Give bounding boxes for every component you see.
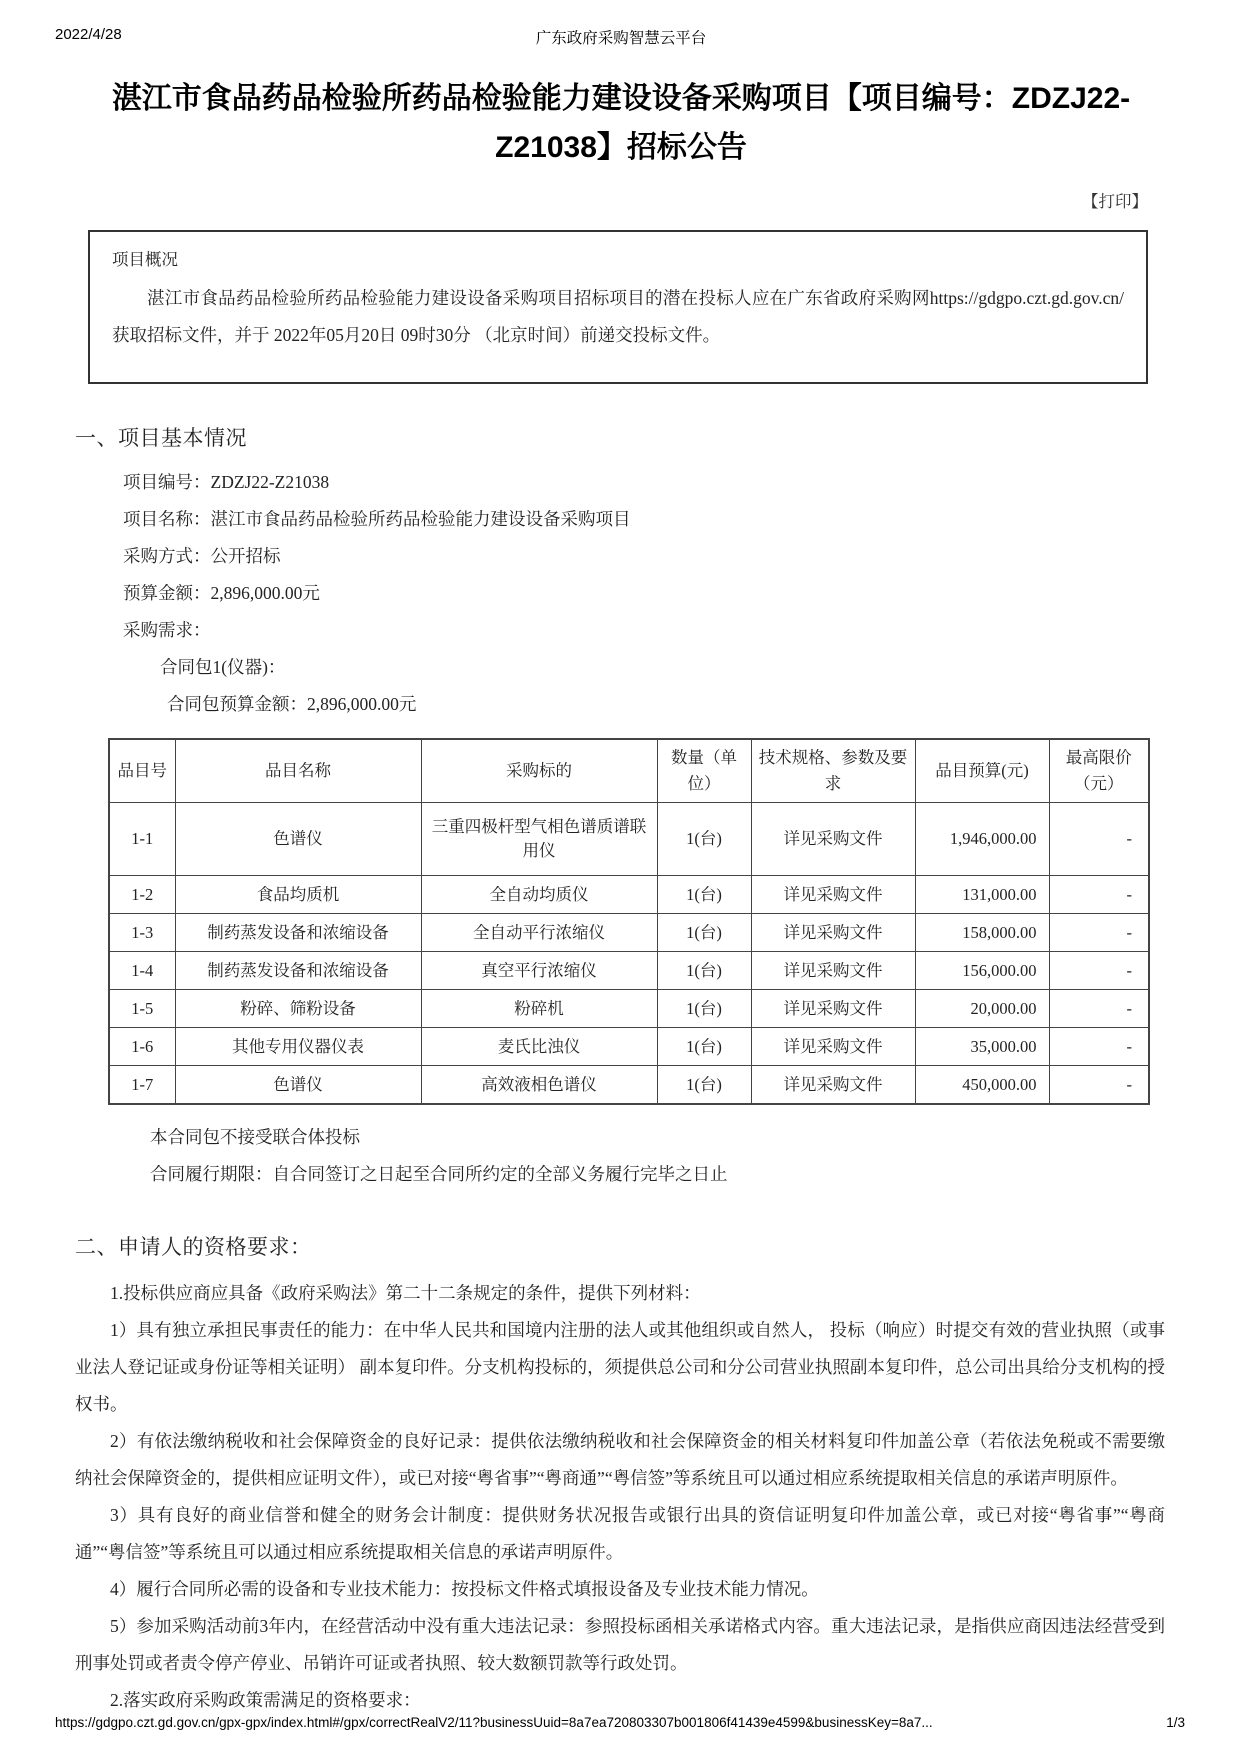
table-cell: 1,946,000.00 [915,803,1049,876]
table-cell: 全自动均质仪 [421,876,657,914]
col-header-item-no: 品目号 [109,739,175,803]
field-project-number [123,464,1242,501]
table-row [109,803,1149,876]
table-cell: 详见采购文件 [751,990,915,1028]
section2-heading: 二、申请人的资格要求： [75,1235,312,1259]
qualification-paragraph: 2）有依法缴纳税收和社会保障资金的良好记录：提供依法缴纳税收和社会保障资金的相关材料复印件加盖公章（若依法免税或不需要缴纳社会保障资金的，提供相应证明文件），或已对接“粤省事”“粤商通”“粤信签”等系统且可以通过相应系统提取相关信息的承诺声明原件。 [75,1431,1165,1488]
procurement-items-table [108,738,1150,1105]
table-cell: - [1049,803,1149,876]
table-cell: 1(台) [657,952,751,990]
field-label: 合同包预算金额： [167,694,307,714]
table-cell: 1-6 [109,1028,175,1066]
field-label: 采购方式： [123,546,211,566]
overview-label: 项目概况 [112,250,178,269]
table-cell: 1(台) [657,914,751,952]
qualification-paragraph: 1.投标供应商应具备《政府采购法》第二十二条规定的条件，提供下列材料： [110,1283,701,1303]
table-cell: 1-1 [109,803,175,876]
table-cell: 详见采购文件 [751,876,915,914]
table-cell: 色谱仪 [175,803,421,876]
print-date: 2022/4/28 [55,26,122,43]
print-header [0,0,1242,46]
table-cell: 三重四极杆型气相色谱质谱联用仪 [421,803,657,876]
table-cell: 色谱仪 [175,1066,421,1105]
qualification-paragraph: 4）履行合同所必需的设备和专业技术能力：按投标文件格式填报设备及专业技术能力情况。 [110,1579,819,1599]
table-row [109,914,1149,952]
table-cell: 131,000.00 [915,876,1049,914]
table-cell: 制药蒸发设备和浓缩设备 [175,952,421,990]
table-cell: 粉碎、筛粉设备 [175,990,421,1028]
table-cell: 详见采购文件 [751,952,915,990]
site-title: 广东政府采购智慧云平台 [535,30,707,47]
table-cell: 1(台) [657,990,751,1028]
table-cell: - [1049,1028,1149,1066]
table-cell: 真空平行浓缩仪 [421,952,657,990]
overview-body: 湛江市食品药品检验所药品检验能力建设设备采购项目招标项目的潜在投标人应在广东省政府采购网https://gdgpo.czt.gd.gov.cn/获取招标文件，并于 2022年05月20日 09时30分 （北京时间）前递交投标文件。 [112,288,1124,345]
table-cell: 450,000.00 [915,1066,1049,1105]
field-procurement-method [123,538,1242,575]
table-cell: 20,000.00 [915,990,1049,1028]
table-cell: 35,000.00 [915,1028,1049,1066]
table-cell: 156,000.00 [915,952,1049,990]
print-button-row [0,188,1148,212]
table-cell: 1(台) [657,1066,751,1105]
footer-page-number: 1/3 [1166,1715,1185,1730]
contract-package-line: 合同包1(仪器)： [160,657,286,677]
footer-url: https://gdgpo.czt.gd.gov.cn/gpx-gpx/index.html#/gpx/correctRealV2/11?businessUuid=8a7ea720803307b001806f41439e4599&businessKey=8a7... [55,1715,933,1730]
field-procurement-demand [123,612,1242,649]
table-row [109,876,1149,914]
print-button[interactable]: 【打印】 [1082,192,1148,211]
col-header-quantity: 数量（单位） [657,739,751,803]
col-header-specs: 技术规格、参数及要求 [751,739,915,803]
table-cell: 粉碎机 [421,990,657,1028]
col-header-budget: 品目预算(元) [915,739,1049,803]
table-header-row [109,739,1149,803]
col-header-subject: 采购标的 [421,739,657,803]
overview-box [88,230,1148,384]
table-cell: 麦氏比浊仪 [421,1028,657,1066]
field-label: 采购需求： [123,620,211,640]
table-cell: 1-2 [109,876,175,914]
field-value: ZDZJ22-Z21038 [210,472,330,492]
table-cell: 其他专用仪器仪表 [175,1028,421,1066]
qualification-paragraph: 2.落实政府采购政策需满足的资格要求： [110,1690,421,1710]
contract-budget-line [167,686,1242,723]
title-line-1: 湛江市食品药品检验所药品检验能力建设设备采购项目【项目编号：ZDZJ22- [111,82,1131,115]
table-cell: 食品均质机 [175,876,421,914]
qualification-paragraph: 3）具有良好的商业信誉和健全的财务会计制度：提供财务状况报告或银行出具的资信证明复印件加盖公章，或已对接“粤省事”“粤商通”“粤信签”等系统且可以通过相应系统提取相关信息的承诺声明原件。 [75,1505,1165,1562]
section1-heading: 一、项目基本情况 [75,426,247,450]
field-value: 湛江市食品药品检验所药品检验能力建设设备采购项目 [210,509,631,529]
table-cell: - [1049,952,1149,990]
table-cell: 详见采购文件 [751,803,915,876]
table-cell: 1(台) [657,803,751,876]
field-project-name [123,501,1242,538]
col-header-price-cap: 最高限价（元） [1049,739,1149,803]
table-row [109,990,1149,1028]
table-cell: 全自动平行浓缩仪 [421,914,657,952]
table-cell: 1-4 [109,952,175,990]
col-header-item-name: 品目名称 [175,739,421,803]
qualification-paragraph: 5）参加采购活动前3年内，在经营活动中没有重大违法记录：参照投标函相关承诺格式内容。重大违法记录，是指供应商因违法经营受到刑事处罚或者责令停产停业、吊销许可证或者执照、较大数额罚款等行政处罚。 [75,1616,1165,1673]
table-cell: 1(台) [657,876,751,914]
field-label: 项目名称： [123,509,211,529]
table-cell: 1-3 [109,914,175,952]
announcement-title [80,74,1162,172]
basic-info-fields [0,464,1242,723]
table-cell: 高效液相色谱仪 [421,1066,657,1105]
table-cell: 1-5 [109,990,175,1028]
qualification-paragraph: 1）具有独立承担民事责任的能力：在中华人民共和国境内注册的法人或其他组织或自然人， 投标（响应）时提交有效的营业执照（或事业法人登记证或身份证等相关证明） 副本复印件。分支机构投标的，须提供总公司和分公司营业执照副本复印件，总公司出具给分支机构的授权书。 [75,1320,1165,1414]
table-cell: - [1049,876,1149,914]
table-row [109,1066,1149,1105]
qualification-paragraphs [75,1275,1165,1719]
field-value: 2,896,000.00元 [307,694,417,714]
table-row [109,1028,1149,1066]
table-cell: 制药蒸发设备和浓缩设备 [175,914,421,952]
table-cell: - [1049,1066,1149,1105]
table-cell: 1(台) [657,1028,751,1066]
field-label: 预算金额： [123,583,211,603]
title-line-2: Z21038】招标公告 [495,131,747,164]
table-cell: 详见采购文件 [751,1028,915,1066]
field-value: 公开招标 [210,546,281,566]
contract-period-note: 合同履行期限：自合同签订之日起至合同所约定的全部义务履行完毕之日止 [150,1164,728,1184]
table-cell: 1-7 [109,1066,175,1105]
table-cell: 详见采购文件 [751,914,915,952]
field-value: 2,896,000.00元 [210,583,320,603]
table-cell: 详见采购文件 [751,1066,915,1105]
print-footer [55,1715,1185,1730]
field-label: 项目编号： [123,472,211,492]
table-cell: - [1049,914,1149,952]
table-cell: - [1049,990,1149,1028]
field-budget-amount [123,575,1242,612]
table-cell: 158,000.00 [915,914,1049,952]
table-row [109,952,1149,990]
no-consortium-note: 本合同包不接受联合体投标 [150,1127,360,1147]
